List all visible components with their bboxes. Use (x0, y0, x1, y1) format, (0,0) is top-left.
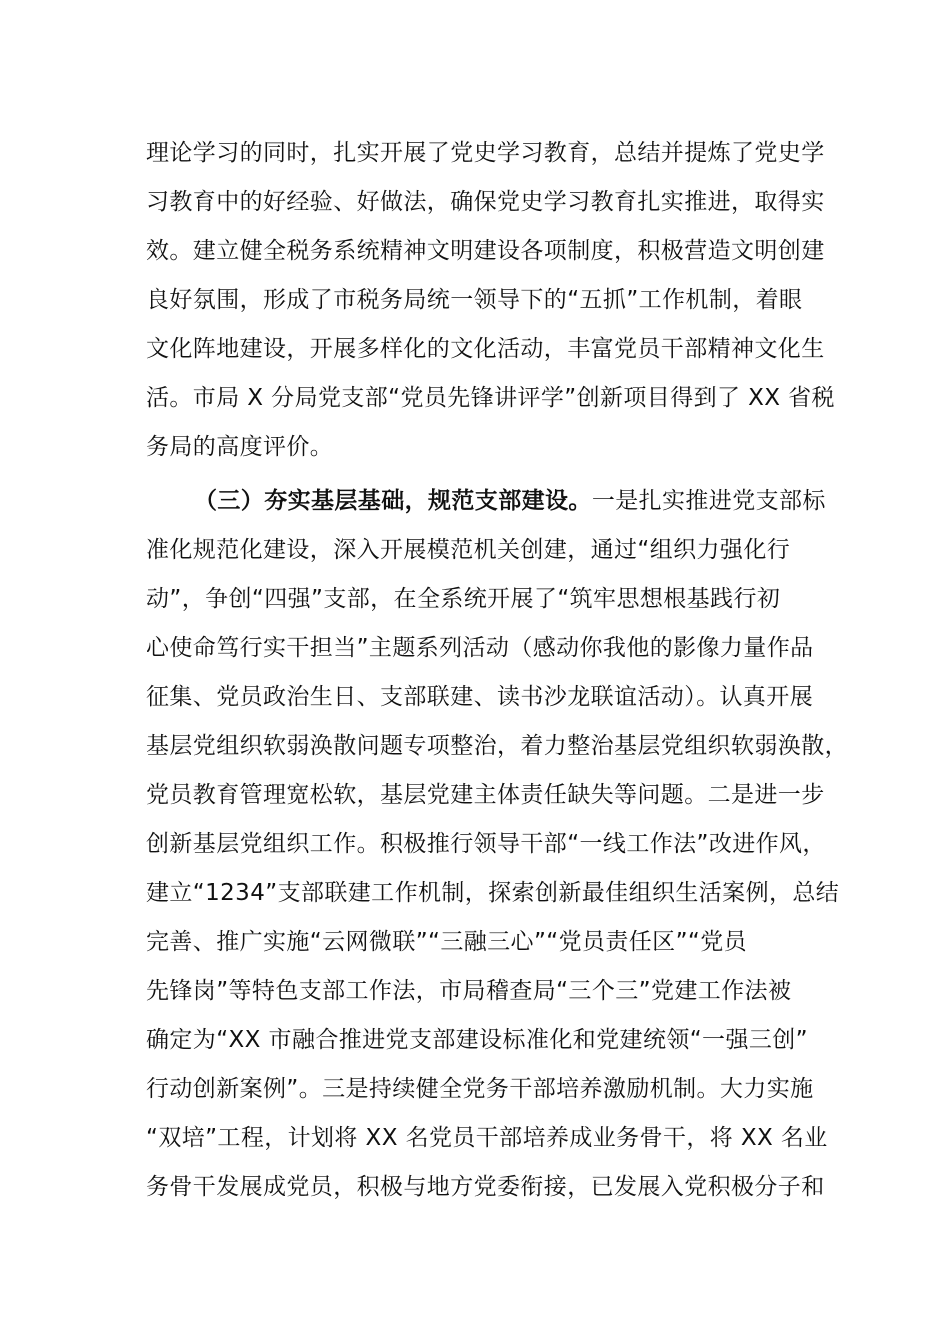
paragraph-2-line-10: 完善、推广实施“云网微联”“三融三心”“党员责任区”“党员 (146, 929, 748, 955)
paragraph-2-line-1 (194, 486, 826, 516)
paragraph-2-line-8: 创新基层党组织工作。积极推行领导干部“一线工作法”改进作风， (146, 831, 826, 857)
paragraph-2-line-9: 建立“1234”支部联建工作机制，探索创新最佳组织生活案例，总结 (146, 880, 840, 906)
paragraph-2-line-13: 行动创新案例”。三是持续健全党务干部培养激励机制。大力实施 (146, 1076, 814, 1102)
paragraph-2-line-4: 心使命笃行实干担当”主题系列活动（感动你我他的影像力量作品 (146, 635, 814, 661)
paragraph-1-line-7: 务局的高度评价。 (146, 434, 334, 460)
paragraph-2-line-7: 党员教育管理宽松软，基层党建主体责任缺失等问题。二是进一步 (146, 782, 825, 808)
paragraph-1-line-6: 活。市局 X 分局党支部“党员先锋讲评学”创新项目得到了 XX 省税 (146, 385, 835, 411)
paragraph-2-line-12: 确定为“XX 市融合推进党支部建设标准化和党建统领“一强三创” (146, 1027, 808, 1053)
paragraph-2-line-2: 准化规范化建设，深入开展模范机关创建，通过“组织力强化行 (146, 537, 791, 563)
paragraph-2-line-3: 动”，争创“四强”支部，在全系统开展了“筑牢思想根基践行初 (146, 586, 781, 612)
paragraph-2-line-14: “双培”工程，计划将 XX 名党员干部培养成业务骨干，将 XX 名业 (146, 1125, 828, 1151)
paragraph-2-line-11: 先锋岗”等特色支部工作法，市局稽查局“三个三”党建工作法被 (146, 978, 792, 1004)
paragraph-1-line-1: 理论学习的同时，扎实开展了党史学习教育，总结并提炼了党史学 (146, 140, 825, 166)
paragraph-1-line-3: 效。建立健全税务系统精神文明建设各项制度，积极营造文明创建 (146, 238, 825, 264)
paragraph-2-line-5: 征集、党员政治生日、支部联建、读书沙龙联谊活动）。认真开展 (146, 684, 814, 710)
paragraph-2-line-6: 基层党组织软弱涣散问题专项整治，着力整治基层党组织软弱涣散， (146, 733, 848, 759)
paragraph-1-line-2: 习教育中的好经验、好做法，确保党史学习教育扎实推进，取得实 (146, 189, 825, 215)
paragraph-1-line-5: 文化阵地建设，开展多样化的文化活动，丰富党员干部精神文化生 (146, 336, 825, 362)
section-heading: （三）夯实基层基础，规范支部建设。 (194, 488, 592, 514)
paragraph-1-line-4: 良好氛围，形成了市税务局统一领导下的“五抓”工作机制，着眼 (146, 287, 803, 313)
section-first-line-text: 一是扎实推进党支部标 (591, 488, 826, 514)
paragraph-2-line-15: 务骨干发展成党员，积极与地方党委衔接，已发展入党积极分子和 (146, 1174, 825, 1200)
